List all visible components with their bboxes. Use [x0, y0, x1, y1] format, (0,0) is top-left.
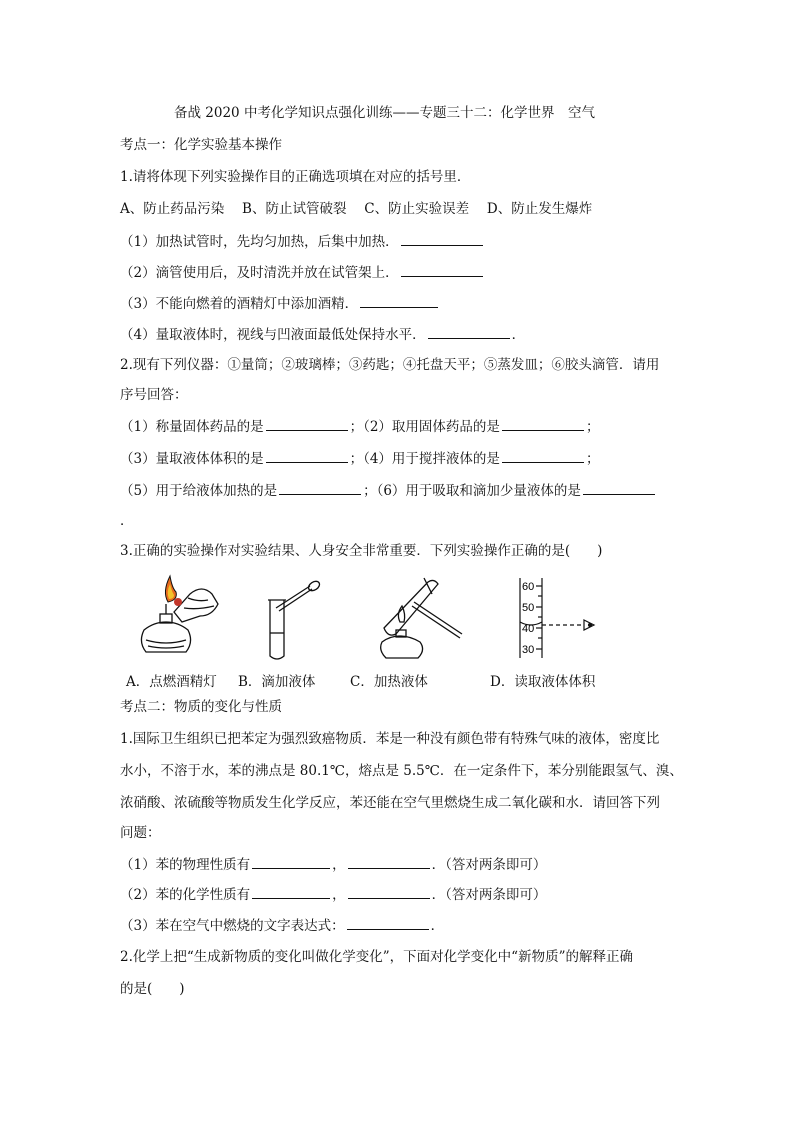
answer-blank[interactable]: [348, 855, 430, 869]
figure-c-heating: [362, 576, 472, 666]
q1-item-1: （1）加热试管时，先均匀加热，后集中加热．: [120, 232, 485, 251]
s2-q1-sub-3: （3）苯在空气中燃烧的文字表达式： ．: [120, 918, 445, 934]
answer-blank[interactable]: [252, 855, 330, 869]
answer-blank[interactable]: [347, 916, 429, 930]
caption-b: B．滴加液体: [238, 674, 316, 690]
answer-blank[interactable]: [279, 481, 361, 495]
q3-stem: 3.正确的实验操作对实验结果、人身安全非常重要．下列实验操作正确的是( ): [120, 543, 603, 559]
answer-blank[interactable]: [502, 449, 584, 463]
answer-blank[interactable]: [401, 232, 483, 246]
answer-blank[interactable]: [428, 325, 510, 339]
answer-blank[interactable]: [583, 481, 655, 495]
answer-blank[interactable]: [252, 885, 330, 899]
s2-q2-line2: 的是( ): [120, 981, 185, 997]
q2-row-2: （3）量取液体体积的是 ；（4）用于搅拌液体的是 ；: [120, 451, 600, 467]
q2-stem-line1: 2.现有下列仪器：①量筒；②玻璃棒；③药匙；④托盘天平；⑤蒸发皿；⑥胶头滴管．请用: [120, 357, 660, 373]
section-heading-2: 考点二：物质的变化与性质: [120, 699, 282, 715]
answer-blank[interactable]: [266, 449, 348, 463]
figure-a-alcohol-lamp: [128, 572, 228, 662]
section-heading-1: 考点一：化学实验基本操作: [120, 137, 282, 153]
caption-a: A．点燃酒精灯: [126, 674, 217, 690]
q2-row-4: ．: [120, 513, 134, 529]
caption-c: C．加热液体: [350, 674, 428, 690]
cylinder-tick-30: 30: [522, 644, 535, 656]
caption-d: D．读取液体体积: [490, 674, 596, 690]
cylinder-tick-60: 60: [522, 581, 535, 593]
s2-q1-line1: 1.国际卫生组织已把苯定为强烈致癌物质．苯是一种没有颜色带有特殊气味的液体，密度比: [120, 731, 660, 747]
s2-q2-line1: 2.化学上把“生成新物质的变化叫做化学变化”，下面对化学变化中“新物质”的解释正确: [120, 949, 633, 965]
q1-item-4: （4）量取液体时，视线与凹液面最低处保持水平． ．: [120, 327, 526, 343]
figure-b-dropper: [258, 578, 328, 662]
q2-stem-line2: 序号回答：: [120, 387, 188, 403]
figure-d-cylinder: [506, 576, 616, 660]
answer-blank[interactable]: [502, 417, 584, 431]
page-title: 备战 2020 中考化学知识点强化训练——专题三十二：化学世界 空气: [174, 105, 595, 121]
s2-q1-line3: 浓硝酸、浓硫酸等物质发生化学反应，苯还能在空气里燃烧生成二氧化碳和水．请回答下列: [120, 795, 660, 811]
s2-q1-sub-2: （2）苯的化学性质有 ， ．（答对两条即可）: [120, 887, 547, 903]
q1-item-3: （3）不能向燃着的酒精灯中添加酒精．: [120, 294, 440, 313]
q1-item-2: （2）滴管使用后，及时清洗并放在试管架上．: [120, 263, 485, 282]
q1-stem: 1.请将体现下列实验操作目的正确选项填在对应的括号里．: [120, 169, 471, 185]
answer-blank[interactable]: [360, 294, 438, 308]
s2-q1-line2: 水小，不溶于水，苯的沸点是 80.1℃，熔点是 5.5℃．在一定条件下，苯分别能跟氢气、溴、: [120, 763, 683, 779]
cylinder-tick-40: 40: [522, 623, 535, 635]
s2-q1-sub-1: （1）苯的物理性质有 ， ．（答对两条即可）: [120, 857, 547, 873]
answer-blank[interactable]: [401, 263, 483, 277]
q1-options: A、防止药品污染 B、防止试管破裂 C、防止实验误差 D、防止发生爆炸: [120, 201, 593, 217]
s2-q1-line4: 问题：: [120, 825, 161, 841]
answer-blank[interactable]: [348, 885, 430, 899]
answer-blank[interactable]: [266, 417, 348, 431]
cylinder-tick-50: 50: [522, 602, 535, 614]
q2-row-1: （1）称量固体药品的是 ；（2）取用固体药品的是 ；: [120, 419, 600, 435]
q2-row-3: （5）用于给液体加热的是 ；（6）用于吸取和滴加少量液体的是: [120, 481, 657, 500]
